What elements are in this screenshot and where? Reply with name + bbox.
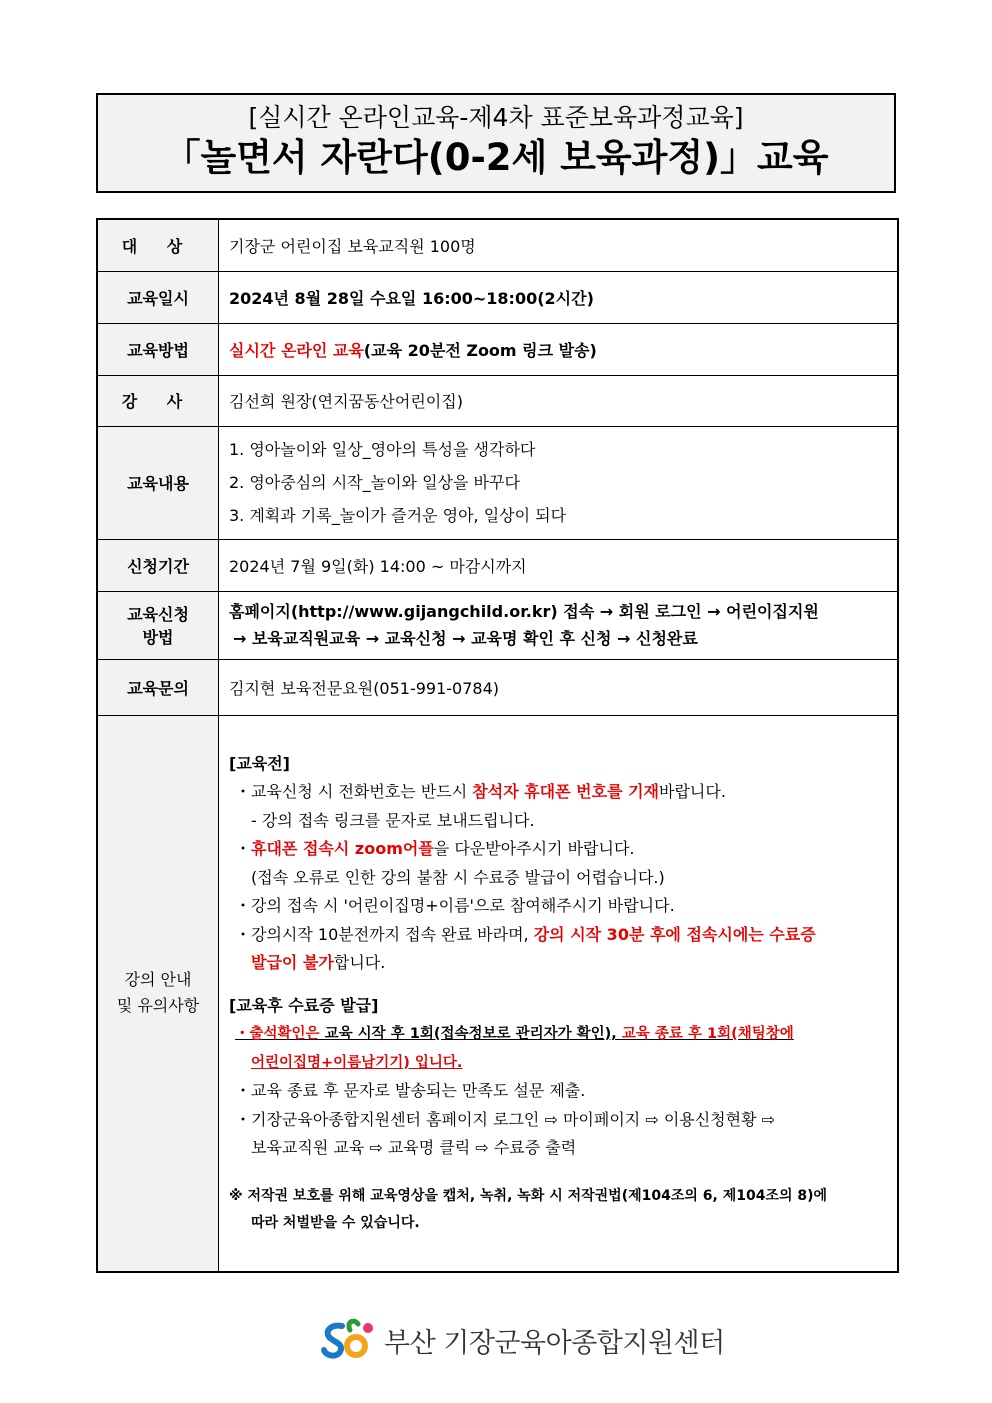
guide-item-cont: 발급이 불가합니다.: [251, 953, 386, 973]
label-apply-line2: 방법: [142, 628, 174, 647]
label-guide-line1: 강의 안내: [124, 970, 192, 990]
row-instructor: [97, 375, 898, 426]
label-period: 신청기간: [97, 539, 219, 591]
label-content: 교육내용: [97, 426, 219, 539]
title-box: [96, 93, 896, 193]
label-method: 교육방법: [97, 323, 219, 375]
label-target: 대 상: [97, 219, 219, 271]
value-guide: [219, 715, 899, 1272]
title-subtitle: [실시간 온라인교육-제4차 표준보육과정교육]: [248, 103, 744, 132]
apply-line1: 홈페이지(http://www.gijangchild.or.kr) 접속 → 회원 로그인 → 어린이집지원: [229, 602, 819, 621]
value-target: 기장군 어린이집 보육교직원 100명: [219, 219, 899, 271]
row-inquiry: [97, 659, 898, 715]
content-item: 3. 계획과 기록_놀이가 즐거운 영아, 일상이 되다: [229, 506, 567, 525]
guide-item-cont: 보육교직원 교육 ⇨ 교육명 클릭 ⇨ 수료증 출력: [251, 1138, 577, 1158]
row-datetime: [97, 271, 898, 323]
label-guide-line2: 및 유의사항: [116, 996, 200, 1016]
info-table: [96, 218, 899, 1273]
sc-logo-icon: [320, 1316, 378, 1364]
label-inquiry: 교육문의: [97, 659, 219, 715]
guide-item-cont: 어린이집명+이름남기기) 입니다.: [251, 1054, 463, 1071]
apply-line2: → 보육교직원교육 → 교육신청 → 교육명 확인 후 신청 → 신청완료: [233, 629, 698, 648]
value-method: [219, 323, 899, 375]
guide-item: ・교육신청 시 전화번호는 반드시 참석자 휴대폰 번호를 기재바랍니다.: [235, 782, 726, 802]
note-line2: 따라 처벌받을 수 있습니다.: [251, 1214, 420, 1231]
value-inquiry: 김지현 보육전문요원(051-991-0784): [219, 659, 899, 715]
after-header: [교육후 수료증 발급]: [229, 995, 379, 1015]
method-highlight: 실시간 온라인 교육: [229, 340, 364, 360]
guide-item: ・출석확인은 교육 시작 후 1회(접속정보로 관리자가 확인), 교육 종료 후 1회(채팅창에: [235, 1026, 794, 1043]
row-period: [97, 539, 898, 591]
value-datetime: 2024년 8월 28일 수요일 16:00~18:00(2시간): [219, 271, 899, 323]
guide-subitem: (접속 오류로 인한 강의 불참 시 수료증 발급이 어렵습니다.): [251, 867, 665, 887]
row-content: [97, 426, 898, 539]
label-datetime: 교육일시: [97, 271, 219, 323]
method-rest: (교육 20분전 Zoom 링크 발송): [363, 340, 597, 360]
row-target: [97, 219, 898, 271]
label-apply: [97, 591, 219, 659]
guide-item: ・강의시작 10분전까지 접속 완료 바라며, 강의 시작 30분 후에 접속시에는 수료증: [235, 924, 816, 944]
page-title: 「놀면서 자란다(0-2세 보육과정)」교육: [163, 136, 829, 179]
label-instructor: 강 사: [97, 375, 219, 426]
content-item: 2. 영아중심의 시작_놀이와 일상을 바꾸다: [229, 473, 520, 492]
note-line1: ※ 저작권 보호를 위해 교육영상을 캡처, 녹취, 녹화 시 저작권법(제104조의 6, 제104조의 8)에: [229, 1187, 828, 1204]
guide-item: ・기장군육아종합지원센터 홈페이지 로그인 ⇨ 마이페이지 ⇨ 이용신청현황 ⇨: [235, 1109, 776, 1129]
before-header: [교육전]: [229, 753, 290, 773]
guide-item: ・강의 접속 시 '어린이집명+이름'으로 참여해주시기 바랍니다.: [235, 896, 675, 916]
row-apply: [97, 591, 898, 659]
value-instructor: 김선희 원장(연지꿈동산어린이집): [219, 375, 899, 426]
value-period: 2024년 7월 9일(화) 14:00 ~ 마감시까지: [219, 539, 899, 591]
value-apply: [219, 591, 899, 659]
row-method: [97, 323, 898, 375]
copyright-note: [229, 1183, 887, 1237]
guide-subitem: - 강의 접속 링크를 문자로 보내드립니다.: [251, 810, 535, 830]
guide-item: ・휴대폰 접속시 zoom어플을 다운받아주시기 바랍니다.: [235, 839, 635, 859]
footer: [320, 1315, 725, 1365]
guide-item: ・교육 종료 후 문자로 발송되는 만족도 설문 제출.: [235, 1081, 586, 1101]
content-item: 1. 영아놀이와 일상_영아의 특성을 생각하다: [229, 440, 536, 459]
row-guide: [97, 715, 898, 1272]
footer-center-name: 부산 기장군육아종합지원센터: [384, 1327, 725, 1359]
value-content: [219, 426, 899, 539]
label-apply-line1: 교육신청: [127, 605, 189, 624]
label-guide: [97, 715, 219, 1272]
